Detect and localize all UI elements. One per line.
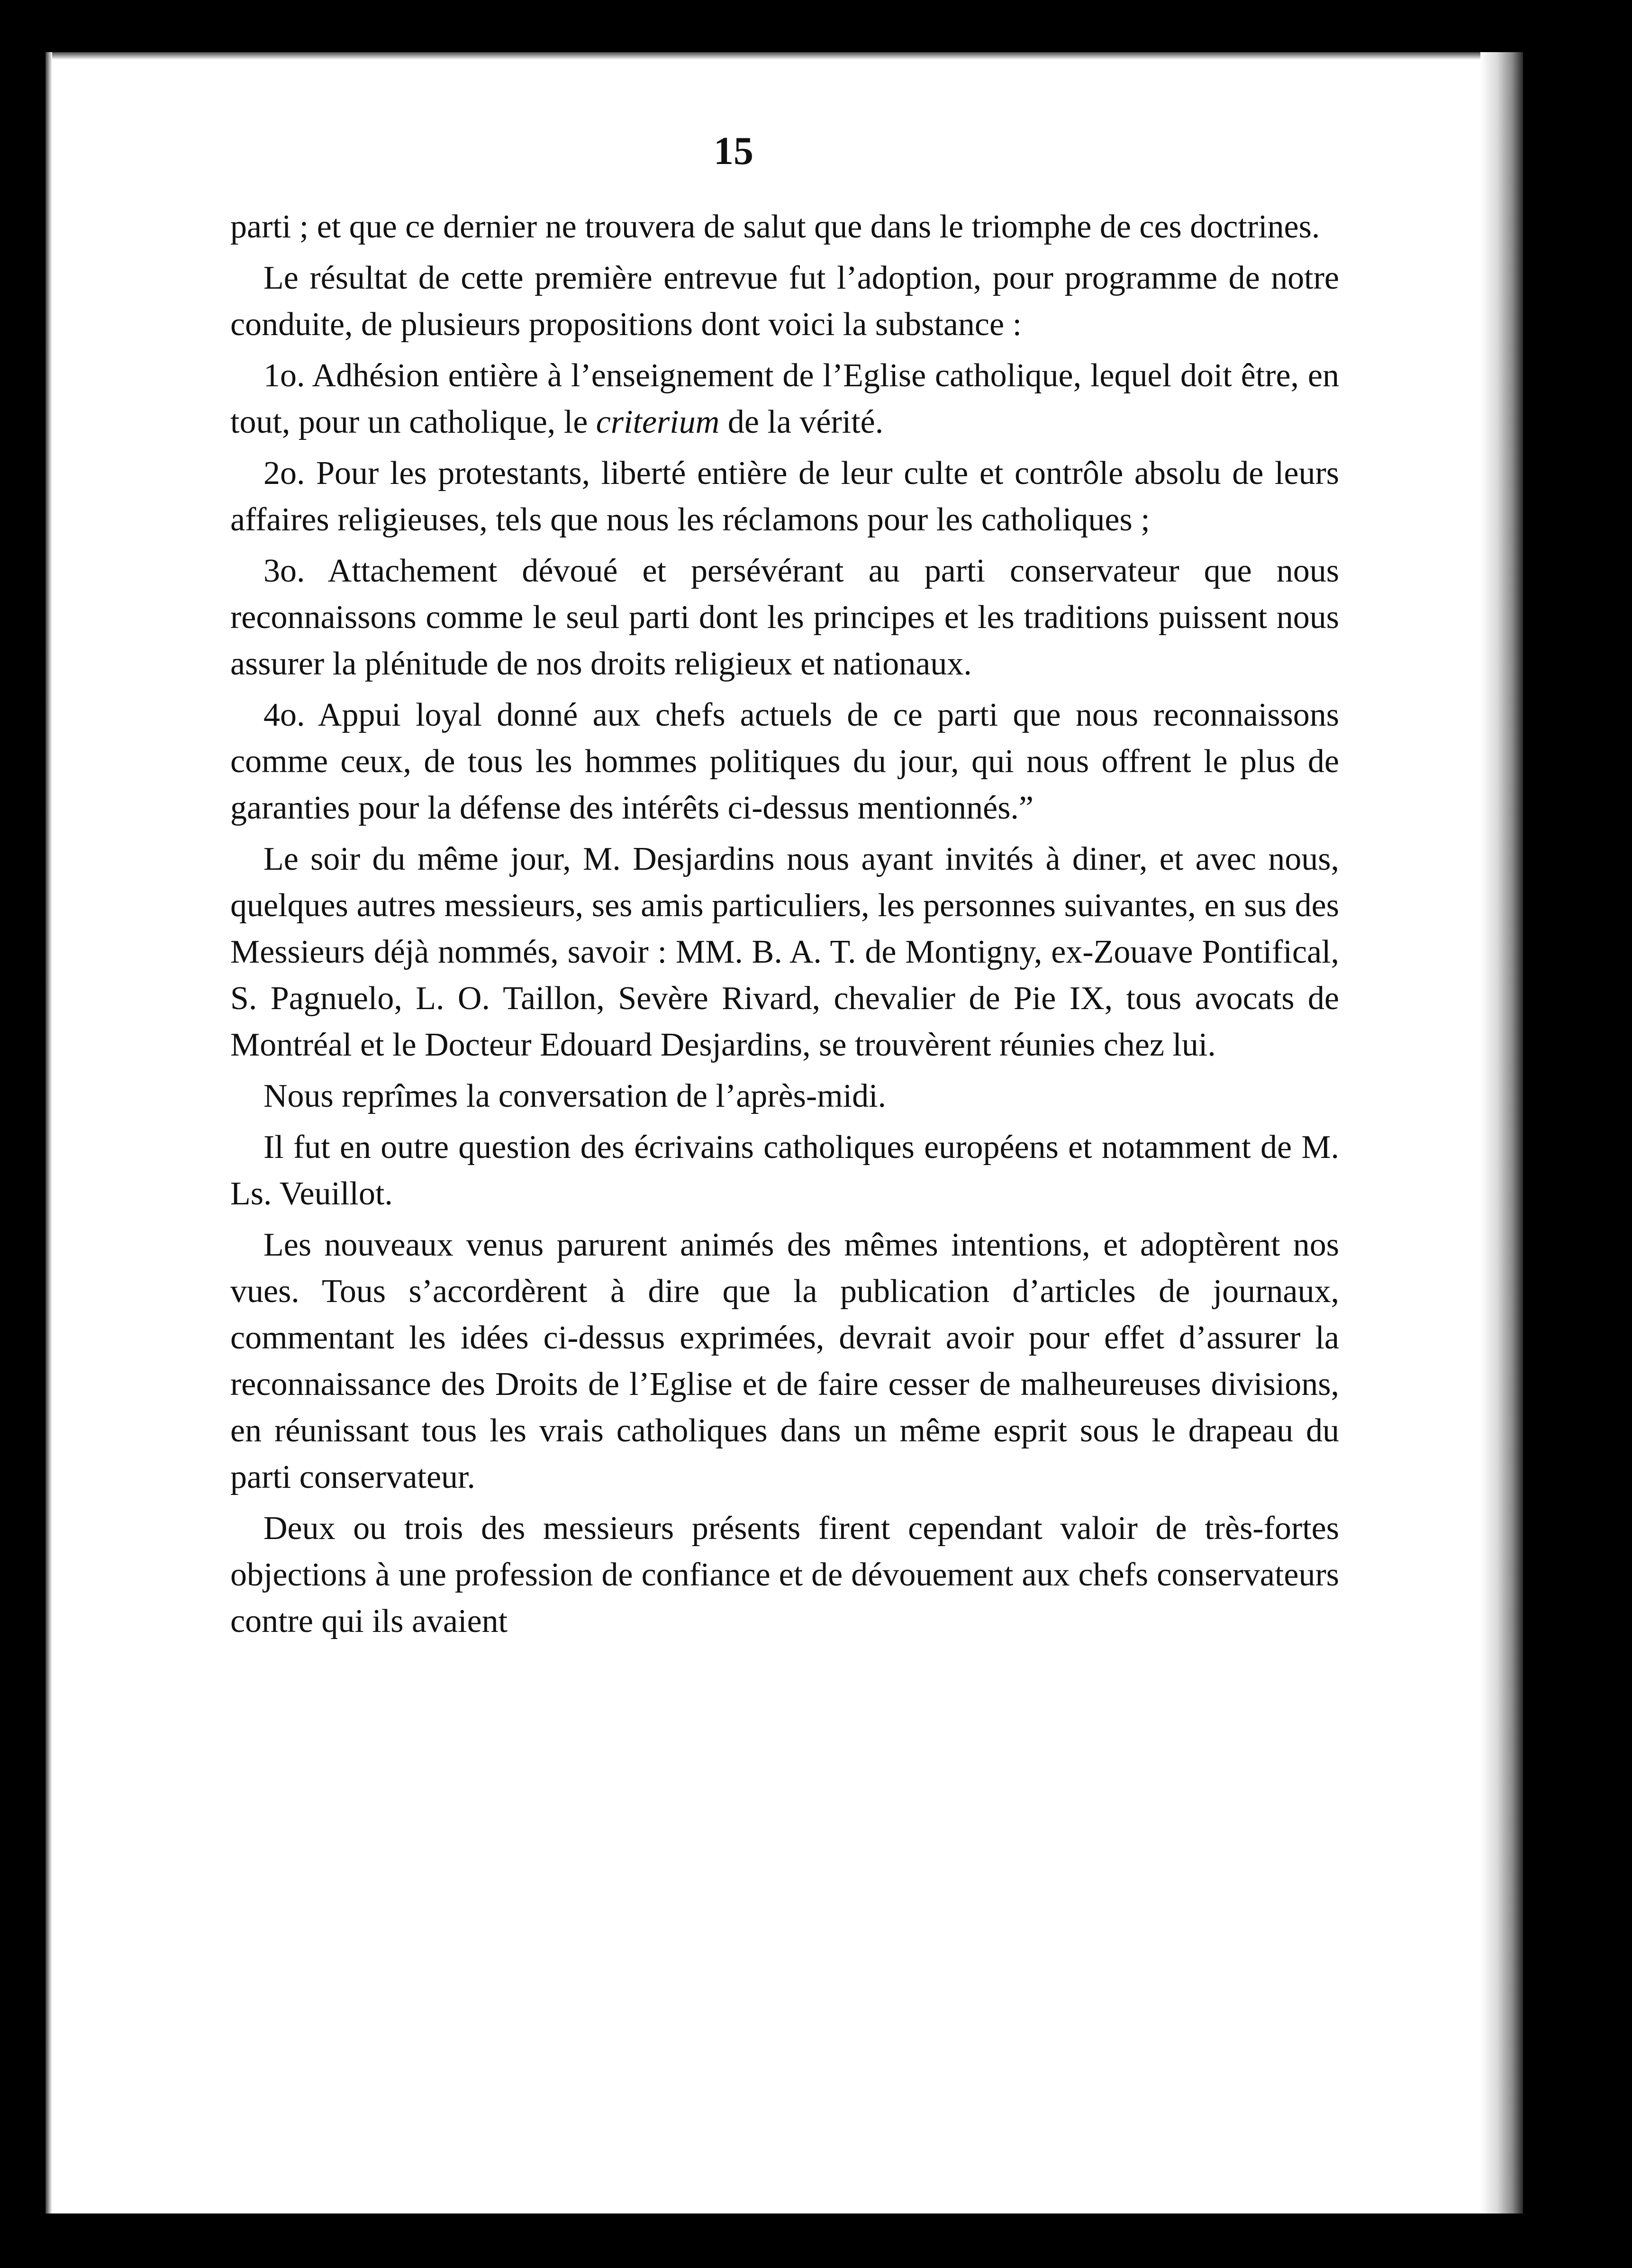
- paragraph-text: de la vérité.: [719, 404, 884, 440]
- page-top-shadow: [45, 52, 1523, 60]
- page-left-shadow: [45, 52, 52, 2213]
- paragraph-text: 1o. Adhésion entière à l’enseignement de l’Eglise catholique, lequel doit être, en tout, pour un catholique, le: [230, 357, 1339, 440]
- paragraph: 4o. Appui loyal donné aux chefs actuels de ce parti que nous reconnaissons comme ceux, de tous les hommes politiques du jour, qui nous offrent le plus de garanties pour la défense des intérêts ci-dessus mentionnés.”: [230, 697, 1339, 826]
- body-text: [230, 204, 1339, 1649]
- paragraph: Nous reprîmes la conversation de l’après-midi.: [263, 1078, 887, 1114]
- italic-term: criterium: [596, 404, 720, 440]
- paragraph: Il fut en outre question des écrivains catholiques européens et notamment de M. Ls. Veuillot.: [230, 1129, 1339, 1212]
- paragraph: Le résultat de cette première entrevue fut l’adoption, pour programme de notre conduite, de plusieurs propositions dont voici la substance :: [230, 260, 1339, 343]
- page-number: 15: [714, 129, 753, 173]
- paragraph: 3o. Attachement dévoué et persévérant au parti conservateur que nous reconnaissons comme le seul parti dont les principes et les traditions puissent nous assurer la plénitude de nos droits religieux et nationaux.: [230, 553, 1339, 682]
- paragraph: Deux ou trois des messieurs présents firent cependant valoir de très-fortes objections à une profession de confiance et de dévouement aux chefs conservateurs contre qui ils avaient: [230, 1510, 1339, 1640]
- page-right-shadow: [1480, 52, 1523, 2213]
- paragraph: [230, 353, 1339, 446]
- document-page: [45, 52, 1523, 2213]
- paragraph: 2o. Pour les protestants, liberté entière de leur culte et contrôle absolu de leurs affaires religieuses, tels que nous les réclamons pour les catholiques ;: [230, 455, 1339, 538]
- paragraph: parti ; et que ce dernier ne trouvera de salut que dans le triomphe de ces doctrines.: [230, 209, 1320, 245]
- paragraph: Les nouveaux venus parurent animés des mêmes intentions, et adoptèrent nos vues. Tous s’accordèrent à dire que la publication d’articles de journaux, commentant les idées ci-dessus exprimées, devrait avoir pour effet d’assurer la reconnaissance des Droits de l’Eglise et de faire cesser de malheureuses divisions, en réunissant tous les vrais catholiques dans un même esprit sous le drapeau du parti conservateur.: [230, 1227, 1339, 1495]
- paragraph: Le soir du même jour, M. Desjardins nous ayant invités à diner, et avec nous, quelques autres messieurs, ses amis particuliers, les personnes suivantes, en sus des Messieurs déjà nommés, savoir : MM. B. A. T. de Montigny, ex-Zouave Pontifical, S. Pagnuelo, L. O. Taillon, Sevère Rivard, chevalier de Pie IX, tous avocats de Montréal et le Docteur Edouard Desjardins, se trouvèrent réunies chez lui.: [230, 841, 1339, 1063]
